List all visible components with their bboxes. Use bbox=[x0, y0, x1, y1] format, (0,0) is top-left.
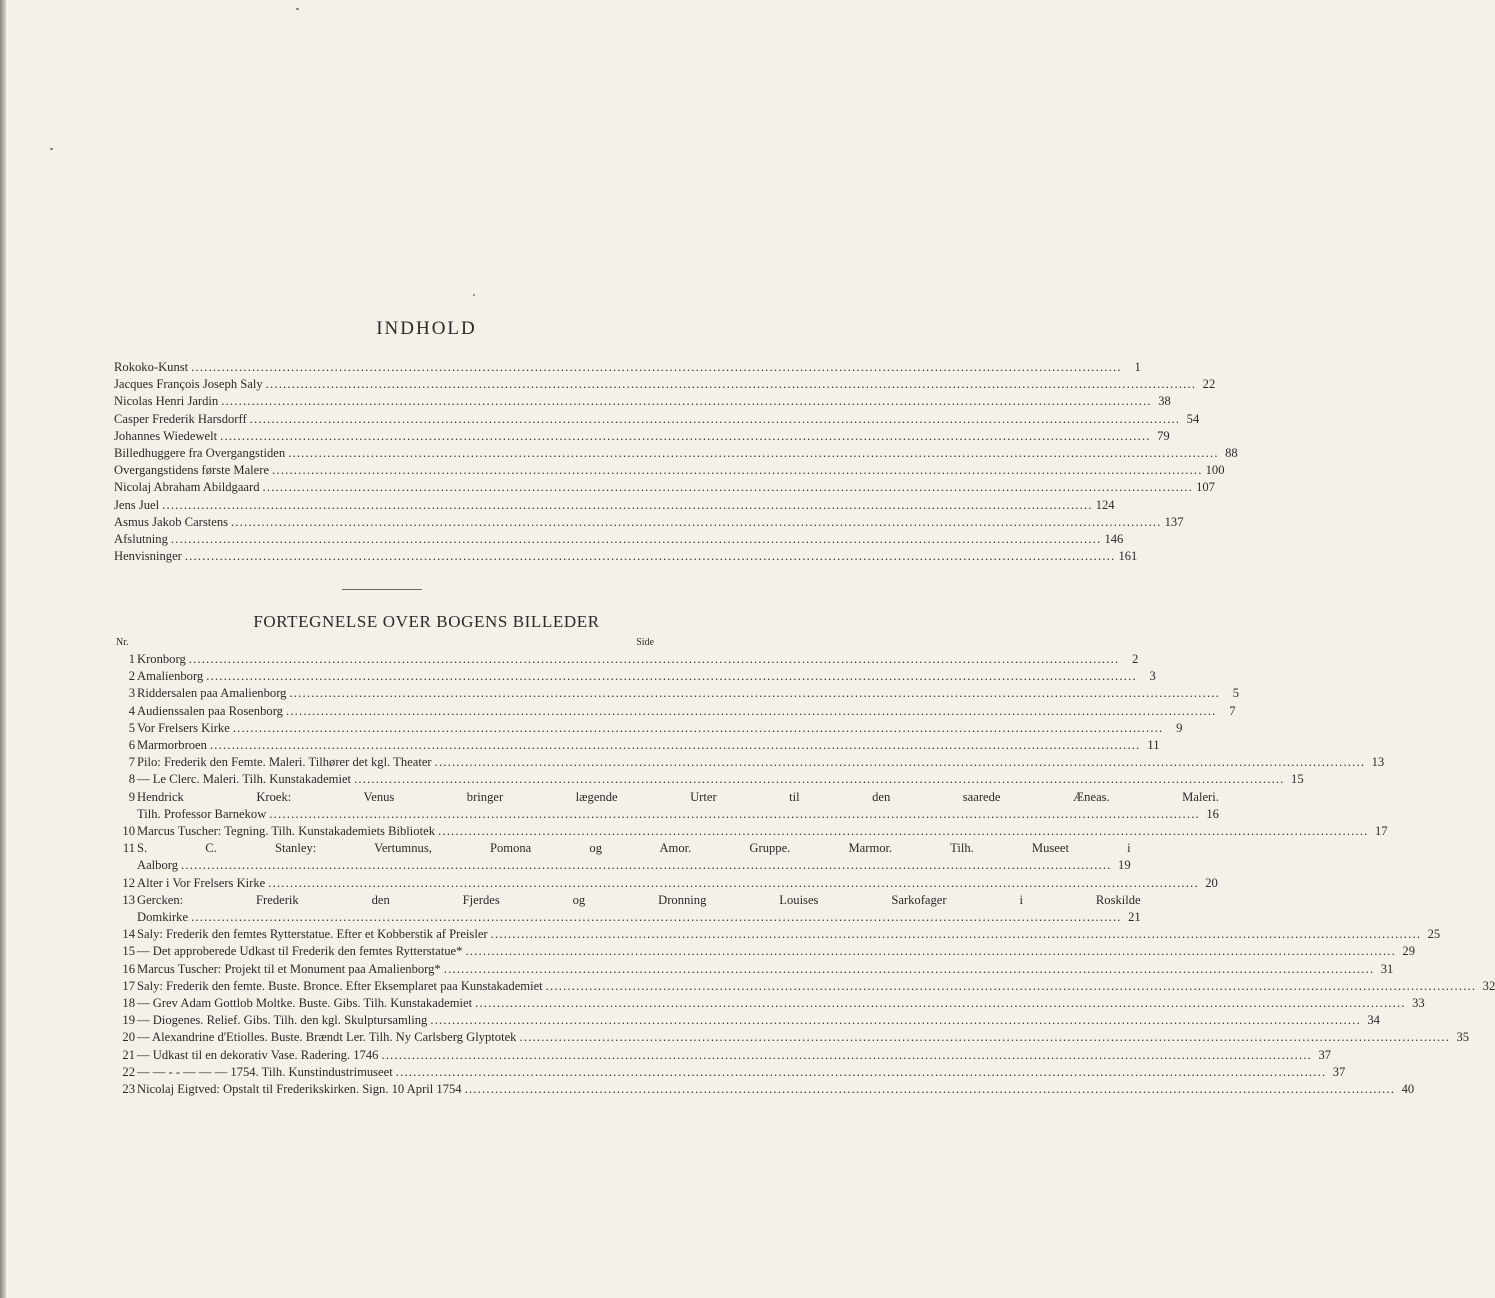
illustration-page: 31 bbox=[1380, 961, 1394, 976]
dot-leader bbox=[266, 376, 1197, 393]
dot-leader bbox=[250, 411, 1181, 428]
illustration-text-line bbox=[137, 771, 1304, 788]
illustration-text-line bbox=[137, 651, 1138, 668]
illustration-page: 5 bbox=[1232, 686, 1240, 701]
illustration-entry bbox=[114, 978, 1495, 995]
illustration-number: 5 bbox=[128, 720, 135, 735]
illustration-entry bbox=[114, 703, 1236, 720]
illustration-description bbox=[137, 720, 1182, 737]
illustration-page: 20 bbox=[1205, 875, 1218, 890]
dot-leader bbox=[435, 754, 1366, 771]
illustration-description bbox=[137, 840, 1131, 874]
illustration-text-line bbox=[137, 806, 1219, 823]
illustration-text-line bbox=[137, 875, 1218, 892]
illustration-text: Saly: Frederik den femtes Rytterstatue. Efter et Kobberstik af Preisler bbox=[137, 927, 488, 942]
contents-entry bbox=[114, 445, 1238, 462]
illustration-text: — Le Clerc. Maleri. Tilh. Kunstakademiet bbox=[137, 772, 352, 787]
illustration-text: Marcus Tuscher: Tegning. Tilh. Kunstakademiets Bibliotek bbox=[137, 824, 435, 838]
page-edge bbox=[0, 0, 6, 1298]
illustration-page: 40 bbox=[1401, 1081, 1415, 1096]
illustrations-title: FORTEGNELSE OVER BOGENS BILLEDER bbox=[253, 612, 600, 631]
illustration-text-line bbox=[137, 943, 1415, 960]
illustration-text: Riddersalen paa Amalienborg bbox=[137, 686, 287, 701]
contents-entry-label: Rokoko-Kunst bbox=[114, 360, 189, 374]
illustration-page: 25 bbox=[1427, 927, 1441, 942]
illustration-text-line bbox=[137, 926, 1440, 943]
illustration-page: 9 bbox=[1176, 720, 1183, 735]
illustration-text-line bbox=[137, 754, 1384, 771]
illustration-text: Audienssalen paa Rosenborg bbox=[137, 703, 283, 718]
illustration-text-line bbox=[137, 823, 1388, 840]
contents-entry bbox=[114, 548, 1138, 565]
illustration-entry bbox=[114, 1081, 1415, 1098]
illustration-entry bbox=[114, 892, 1141, 926]
illustration-entry bbox=[114, 720, 1183, 737]
dot-leader bbox=[465, 1081, 1396, 1098]
illustration-text: Domkirke bbox=[137, 909, 189, 924]
dot-leader bbox=[220, 428, 1151, 445]
illustrations-column-header bbox=[116, 637, 654, 651]
dot-leader bbox=[288, 445, 1219, 462]
illustration-entry bbox=[114, 1029, 1470, 1046]
contents-entry bbox=[114, 393, 1171, 410]
contents-entry bbox=[114, 531, 1124, 548]
illustration-text: Tilh. Professor Barnekow bbox=[137, 806, 267, 821]
illustration-page: 7 bbox=[1229, 703, 1236, 718]
illustration-page: 32 bbox=[1482, 978, 1495, 993]
illustration-entry bbox=[114, 1064, 1346, 1081]
section-divider bbox=[342, 589, 422, 590]
contents-entry-page: 161 bbox=[1118, 549, 1138, 564]
contents-entry-label: Casper Frederik Harsdorff bbox=[114, 411, 247, 426]
contents-entry bbox=[114, 479, 1215, 496]
dot-leader bbox=[289, 685, 1220, 702]
dot-leader bbox=[162, 497, 1093, 514]
illustration-description bbox=[137, 1064, 1345, 1081]
contents-entry-label: Afslutning bbox=[114, 531, 168, 546]
illustration-text-line: S. C. Stanley: Vertumnus, Pomona og Amor. Gruppe. Marmor. Tilh. Museet i bbox=[137, 841, 1131, 856]
contents-list bbox=[114, 359, 1238, 565]
illustration-entry bbox=[114, 754, 1385, 771]
contents-entry-page: 137 bbox=[1164, 514, 1184, 529]
illustration-page: 15 bbox=[1291, 772, 1304, 787]
illustration-text-line bbox=[137, 909, 1141, 926]
dot-leader bbox=[233, 720, 1164, 737]
illustration-number: 12 bbox=[122, 875, 135, 890]
illustration-number: 1 bbox=[128, 652, 135, 666]
dot-leader bbox=[272, 462, 1203, 479]
dot-leader bbox=[269, 806, 1200, 823]
illustration-entry bbox=[114, 1012, 1380, 1029]
contents-entry bbox=[114, 411, 1200, 428]
illustration-entry bbox=[114, 875, 1218, 892]
illustration-entry bbox=[114, 943, 1416, 960]
contents-entry-label: Jacques François Joseph Saly bbox=[114, 377, 263, 392]
illustration-page: 16 bbox=[1206, 806, 1219, 821]
dot-leader bbox=[210, 737, 1141, 754]
illustration-number: 9 bbox=[128, 789, 135, 804]
illustration-entry bbox=[114, 737, 1160, 754]
illustration-description bbox=[137, 1029, 1469, 1046]
illustration-entry bbox=[114, 651, 1139, 668]
illustration-text-line bbox=[137, 720, 1182, 737]
illustration-text: — Udkast til en dekorativ Vase. Radering. 1746 bbox=[137, 1047, 379, 1062]
illustration-description bbox=[137, 685, 1239, 702]
illustration-number: 11 bbox=[122, 841, 135, 856]
illustration-text-line bbox=[137, 1081, 1414, 1098]
dot-leader bbox=[221, 393, 1152, 410]
contents-entry-label: Nicolas Henri Jardin bbox=[114, 394, 219, 409]
illustration-page: 21 bbox=[1128, 909, 1141, 924]
contents-title: INDHOLD bbox=[376, 318, 477, 339]
illustration-text-line: Hendrick Kroek: Venus bringer lægende Urter til den saarede Æneas. Maleri. bbox=[137, 789, 1219, 804]
illustration-description bbox=[137, 789, 1219, 823]
illustration-number: 21 bbox=[122, 1047, 135, 1062]
dot-leader bbox=[286, 703, 1217, 720]
illustration-text-line bbox=[137, 961, 1393, 978]
illustration-text-line bbox=[137, 857, 1131, 874]
dot-leader bbox=[263, 479, 1194, 496]
illustration-text: Aalborg bbox=[137, 858, 179, 873]
illustration-description bbox=[137, 875, 1218, 892]
contents-entry-page: 100 bbox=[1205, 463, 1225, 478]
illustration-text-line bbox=[137, 1064, 1345, 1081]
illustration-page: 17 bbox=[1374, 824, 1388, 838]
illustration-description bbox=[137, 961, 1393, 978]
contents-entry-page: 54 bbox=[1186, 411, 1200, 426]
dot-leader bbox=[191, 359, 1122, 376]
illustration-entry bbox=[114, 961, 1394, 978]
illustration-page: 37 bbox=[1332, 1064, 1346, 1079]
dot-leader bbox=[430, 1012, 1361, 1029]
illustration-page: 19 bbox=[1118, 858, 1131, 873]
dot-leader bbox=[444, 961, 1375, 978]
illustration-page: 29 bbox=[1402, 944, 1416, 959]
dot-leader bbox=[189, 651, 1120, 668]
illustration-number: 19 bbox=[122, 1013, 135, 1028]
illustration-number: 18 bbox=[122, 995, 135, 1010]
contents-entry bbox=[114, 359, 1141, 376]
illustration-number: 7 bbox=[128, 755, 135, 770]
illustration-number: 22 bbox=[122, 1064, 135, 1079]
contents-entry-label: Nicolaj Abraham Abildgaard bbox=[114, 480, 260, 495]
dot-leader bbox=[268, 875, 1199, 892]
illustration-page: 34 bbox=[1367, 1013, 1380, 1028]
illustration-entry bbox=[114, 823, 1388, 840]
contents-entry-page: 107 bbox=[1196, 480, 1215, 495]
contents-entry-label: Overgangstidens første Malere bbox=[114, 463, 270, 478]
illustration-description bbox=[137, 1081, 1414, 1098]
contents-entry bbox=[114, 462, 1225, 479]
illustration-text: — Det approberede Udkast til Frederik den femtes Rytterstatue* bbox=[137, 944, 463, 959]
dot-leader bbox=[546, 978, 1477, 995]
illustration-page: 11 bbox=[1147, 738, 1160, 753]
dot-leader bbox=[231, 514, 1162, 531]
illustration-description bbox=[137, 1012, 1380, 1029]
illustration-description bbox=[137, 995, 1425, 1012]
illustration-entry bbox=[114, 668, 1156, 685]
illustration-text: — Alexandrine d'Etiolles. Buste. Brændt Ler. Tilh. Ny Carlsberg Glyptotek bbox=[137, 1030, 517, 1045]
print-speck bbox=[296, 8, 299, 10]
dot-leader bbox=[185, 548, 1116, 565]
dot-leader bbox=[519, 1029, 1450, 1046]
illustration-entry bbox=[114, 1047, 1332, 1064]
illustration-entry bbox=[114, 926, 1441, 943]
illustration-text: Amalienborg bbox=[137, 669, 204, 684]
contents-entry-label: Johannes Wiedewelt bbox=[114, 428, 218, 443]
illustration-number: 15 bbox=[122, 944, 135, 959]
dot-leader bbox=[381, 1047, 1312, 1064]
illustration-entry bbox=[114, 789, 1219, 823]
illustration-page: 37 bbox=[1318, 1047, 1332, 1062]
dot-leader bbox=[396, 1064, 1327, 1081]
contents-entry-label: Henvisninger bbox=[114, 549, 182, 564]
illustration-text: Alter i Vor Frelsers Kirke bbox=[137, 875, 266, 890]
illustration-page: 35 bbox=[1456, 1030, 1470, 1045]
illustration-description bbox=[137, 668, 1156, 685]
contents-entry bbox=[114, 514, 1184, 531]
illustration-description bbox=[137, 823, 1388, 840]
illustration-text-line bbox=[137, 1029, 1469, 1046]
contents-entry bbox=[114, 497, 1115, 514]
dot-leader bbox=[475, 995, 1406, 1012]
illustration-page: 33 bbox=[1412, 995, 1425, 1010]
illustration-page: 2 bbox=[1132, 652, 1139, 666]
illustration-number: 6 bbox=[128, 738, 135, 753]
illustration-entry bbox=[114, 685, 1240, 702]
contents-entry-label: Jens Juel bbox=[114, 497, 160, 512]
illustration-number: 2 bbox=[128, 669, 135, 684]
illustration-page: 3 bbox=[1149, 669, 1156, 684]
illustration-text-line bbox=[137, 995, 1425, 1012]
contents-entry-page: 38 bbox=[1158, 394, 1171, 409]
illustration-description bbox=[137, 771, 1304, 788]
illustration-description bbox=[137, 737, 1160, 754]
illustration-number: 17 bbox=[122, 978, 135, 993]
illustration-number: 14 bbox=[122, 927, 135, 942]
illustration-number: 10 bbox=[122, 824, 135, 838]
illustration-entry bbox=[114, 840, 1131, 874]
illustration-text-line: Gercken: Frederik den Fjerdes og Dronning Louises Sarkofager i Roskilde bbox=[137, 892, 1141, 907]
contents-entry-page: 146 bbox=[1104, 531, 1124, 546]
dot-leader bbox=[491, 926, 1422, 943]
dot-leader bbox=[206, 668, 1137, 685]
illustration-text: Vor Frelsers Kirke bbox=[137, 720, 230, 735]
contents-entry-label: Asmus Jakob Carstens bbox=[114, 514, 229, 529]
illustration-text: Saly: Frederik den femte. Buste. Bronce. Efter Eksemplaret paa Kunstakademiet bbox=[137, 978, 543, 993]
illustration-text: — Diogenes. Relief. Gibs. Tilh. den kgl. Skulptursamling bbox=[137, 1013, 428, 1028]
column-nr-label: Nr. bbox=[116, 637, 129, 648]
illustration-text-line bbox=[137, 685, 1239, 702]
contents-entry bbox=[114, 428, 1170, 445]
illustration-page: 13 bbox=[1371, 755, 1385, 770]
illustration-text-line bbox=[137, 978, 1495, 995]
illustration-description bbox=[137, 754, 1384, 771]
contents-entry bbox=[114, 376, 1216, 393]
contents-entry-page: 79 bbox=[1157, 428, 1170, 443]
dot-leader bbox=[354, 771, 1285, 788]
dot-leader bbox=[171, 531, 1102, 548]
dot-leader bbox=[191, 909, 1122, 926]
column-page-label: Side bbox=[636, 637, 654, 648]
illustration-number: 20 bbox=[122, 1030, 135, 1045]
illustration-text-line bbox=[137, 1012, 1380, 1029]
contents-entry-page: 124 bbox=[1095, 497, 1115, 512]
illustration-text-line bbox=[137, 737, 1160, 754]
illustration-text-line bbox=[137, 1047, 1331, 1064]
illustration-text: Marmorbroen bbox=[137, 738, 207, 753]
illustration-text: Pilo: Frederik den Femte. Maleri. Tilhører det kgl. Theater bbox=[137, 755, 432, 770]
contents-entry-page: 22 bbox=[1202, 377, 1216, 392]
illustration-description bbox=[137, 651, 1138, 668]
illustration-entry bbox=[114, 995, 1425, 1012]
illustration-text: Nicolaj Eigtved: Opstalt til Frederikskirken. Sign. 10 April 1754 bbox=[137, 1081, 462, 1096]
illustrations-list bbox=[114, 651, 1495, 1098]
dot-leader bbox=[438, 823, 1369, 840]
dot-leader bbox=[465, 943, 1396, 960]
illustration-description bbox=[137, 703, 1236, 720]
illustration-number: 8 bbox=[128, 772, 135, 787]
illustration-description bbox=[137, 1047, 1331, 1064]
illustration-text-line bbox=[137, 668, 1156, 685]
illustration-number: 4 bbox=[128, 703, 135, 718]
illustration-description bbox=[137, 978, 1495, 995]
contents-entry-page: 88 bbox=[1225, 445, 1238, 460]
illustration-description bbox=[137, 892, 1141, 926]
illustration-description bbox=[137, 926, 1440, 943]
print-speck bbox=[473, 294, 475, 296]
illustration-entry bbox=[114, 771, 1304, 788]
print-speck bbox=[50, 148, 53, 150]
dot-leader bbox=[181, 857, 1112, 874]
illustration-description bbox=[137, 943, 1415, 960]
illustration-number: 13 bbox=[122, 892, 135, 907]
contents-entry-label: Billedhuggere fra Overgangstiden bbox=[114, 445, 286, 460]
illustration-text: Kronborg bbox=[137, 652, 186, 666]
illustration-number: 23 bbox=[122, 1081, 135, 1096]
contents-entry-page: 1 bbox=[1134, 360, 1141, 374]
illustration-text-line bbox=[137, 703, 1236, 720]
illustration-number: 16 bbox=[122, 961, 135, 976]
illustration-text: — — - - — — — 1754. Tilh. Kunstindustrimuseet bbox=[137, 1064, 393, 1079]
illustration-text: Marcus Tuscher: Projekt til et Monument paa Amalienborg* bbox=[137, 961, 441, 976]
illustration-text: — Grev Adam Gottlob Moltke. Buste. Gibs. Tilh. Kunstakademiet bbox=[137, 995, 473, 1010]
illustration-number: 3 bbox=[128, 686, 135, 701]
